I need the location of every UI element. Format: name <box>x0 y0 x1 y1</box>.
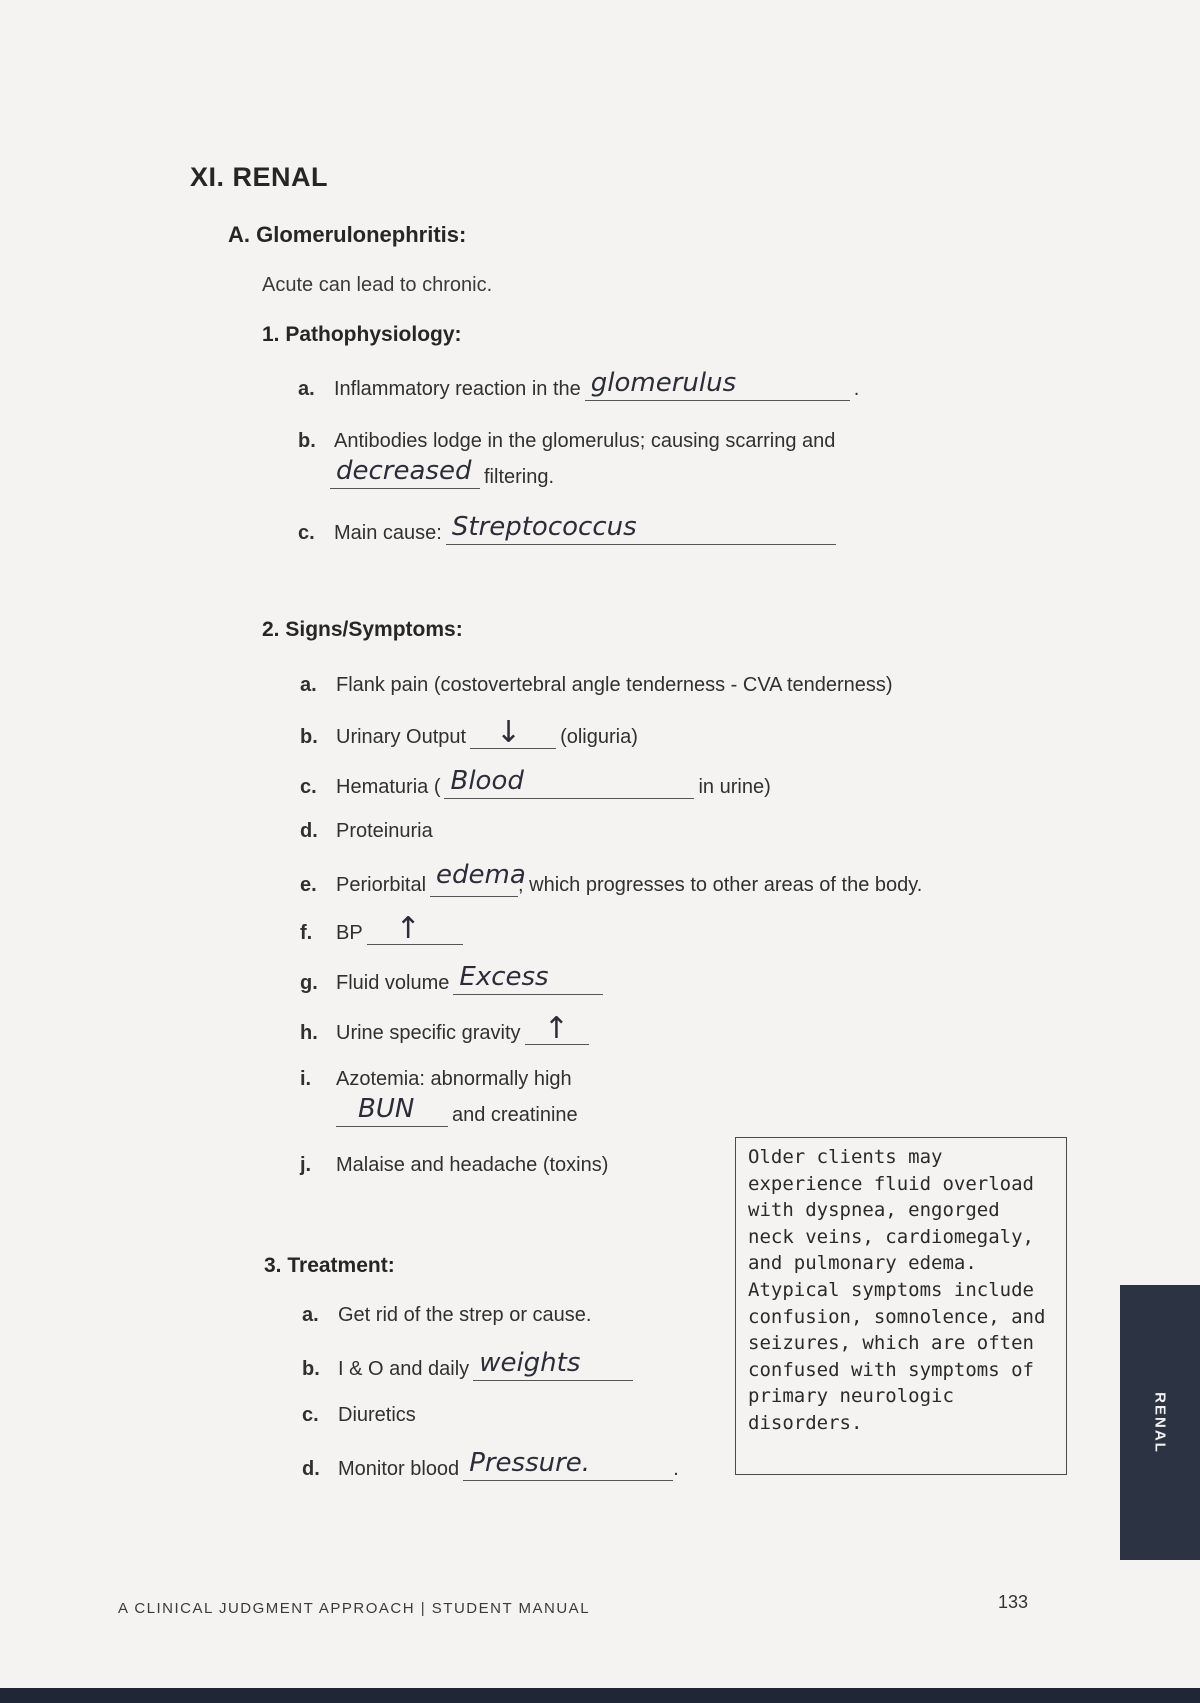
item-letter: e. <box>300 874 317 896</box>
sign-item-h <box>300 1011 593 1046</box>
side-tab-label: RENAL <box>1151 1391 1169 1454</box>
answer-blank <box>336 1094 448 1127</box>
answer-blank <box>463 1448 673 1481</box>
page-number: 133 <box>998 1592 1029 1612</box>
patho-item-a <box>298 368 860 401</box>
sign-item-j <box>300 1154 608 1177</box>
treatment-item-b <box>302 1348 637 1381</box>
item-letter: f. <box>300 922 313 944</box>
patho-item-c <box>298 512 840 545</box>
subsection-title: A. Glomerulonephritis: <box>228 222 467 247</box>
item-text: Inflammatory reaction in the <box>334 378 581 400</box>
sign-item-e <box>300 860 923 897</box>
answer-blank <box>525 1011 589 1046</box>
item-text: and creatinine <box>452 1104 578 1126</box>
answer-blank <box>453 962 603 995</box>
treatment-item-c <box>302 1404 416 1427</box>
item-text: BP <box>336 922 363 944</box>
sign-item-c <box>300 766 771 799</box>
item-text: , which progresses to other areas of the body. <box>518 874 923 896</box>
answer-blank <box>367 911 463 946</box>
handwritten-answer: Pressure. <box>469 1448 591 1478</box>
bottom-edge-bar <box>0 1688 1200 1703</box>
item-letter: a. <box>300 674 317 696</box>
answer-blank <box>585 368 850 401</box>
subsection-intro: Acute can lead to chronic. <box>262 274 493 296</box>
item-text: Hematuria ( <box>336 776 441 798</box>
answer-blank <box>473 1348 633 1381</box>
answer-blank <box>430 860 526 897</box>
item-letter: b. <box>300 726 318 748</box>
renal-side-tab <box>1120 1285 1200 1560</box>
item-text: Antibodies lodge in the glomerulus; causing scarring and <box>334 430 836 452</box>
item-letter: c. <box>298 522 315 544</box>
handwritten-arrow: ↓ <box>495 715 521 750</box>
handwritten-answer: Streptococcus <box>451 512 637 542</box>
treatment-item-a <box>302 1304 591 1327</box>
handwritten-answer: weights <box>479 1348 581 1378</box>
item-text: Periorbital <box>336 874 427 896</box>
handwritten-arrow: ↑ <box>543 1011 569 1046</box>
item-text: I & O and daily <box>338 1358 470 1380</box>
sign-item-g <box>300 962 607 995</box>
item-text: Fluid volume <box>336 972 450 994</box>
item-letter: c. <box>300 776 317 798</box>
sign-item-a <box>300 674 893 697</box>
item-letter: i. <box>300 1068 312 1090</box>
item-letter: h. <box>300 1022 318 1044</box>
signs-heading: 2. Signs/Symptoms: <box>262 618 463 641</box>
item-text: (oliguria) <box>560 726 638 748</box>
item-text: Monitor blood <box>338 1458 460 1480</box>
item-text: Main cause: <box>334 522 442 544</box>
section-title: XI. RENAL <box>190 162 329 192</box>
item-letter: a. <box>302 1304 319 1326</box>
item-text: . <box>853 378 860 400</box>
older-clients-note: Older clients may experience fluid overload with dyspnea, engorged neck veins, cardiomegaly, and pulmonary edema. Atypical symptoms include confusion, somnolence, and seizures, which are often confused with symptoms of primary neurologic disorders. <box>735 1137 1067 1475</box>
pathophysiology-heading: 1. Pathophysiology: <box>262 323 462 346</box>
item-letter: b. <box>298 430 316 452</box>
patho-item-b-cont <box>330 456 555 489</box>
item-text: Malaise and headache (toxins) <box>336 1154 609 1176</box>
item-text: in urine) <box>698 776 771 798</box>
item-letter: d. <box>300 820 318 842</box>
item-text: Urinary Output <box>336 726 467 748</box>
answer-blank <box>444 766 694 799</box>
answer-blank <box>330 456 480 489</box>
handwritten-answer: BUN <box>358 1094 415 1124</box>
item-text: Diuretics <box>338 1404 416 1426</box>
item-letter: b. <box>302 1358 320 1380</box>
item-text: Flank pain (costovertebral angle tenderness - CVA tenderness) <box>336 674 893 696</box>
handwritten-answer: Blood <box>450 766 524 796</box>
item-letter: g. <box>300 972 318 994</box>
handwritten-answer: decreased <box>336 456 472 486</box>
handwritten-answer: edema <box>436 860 526 890</box>
item-text: Get rid of the strep or cause. <box>338 1304 592 1326</box>
item-text: Urine specific gravity <box>336 1022 521 1044</box>
treatment-item-d <box>302 1448 679 1481</box>
handwritten-answer: Excess <box>459 962 549 992</box>
footer-text: A CLINICAL JUDGMENT APPROACH | STUDENT MANUAL <box>118 1600 591 1617</box>
handwritten-arrow: ↑ <box>395 911 421 946</box>
item-letter: a. <box>298 378 315 400</box>
item-letter: c. <box>302 1404 319 1426</box>
answer-blank <box>470 715 556 750</box>
answer-blank <box>446 512 836 545</box>
sign-item-f <box>300 911 467 946</box>
sign-item-d <box>300 820 433 843</box>
item-letter: j. <box>300 1154 312 1176</box>
handwritten-answer: glomerulus <box>590 368 737 398</box>
item-text: Proteinuria <box>336 820 433 842</box>
item-text: . <box>673 1458 679 1480</box>
sign-item-i <box>300 1068 572 1091</box>
item-text: Azotemia: abnormally high <box>336 1068 572 1090</box>
patho-item-b <box>298 430 835 453</box>
treatment-heading: 3. Treatment: <box>264 1254 395 1277</box>
item-letter: d. <box>302 1458 320 1480</box>
sign-item-b <box>300 715 638 750</box>
sign-item-i-cont <box>336 1094 578 1127</box>
item-text: filtering. <box>484 466 555 488</box>
